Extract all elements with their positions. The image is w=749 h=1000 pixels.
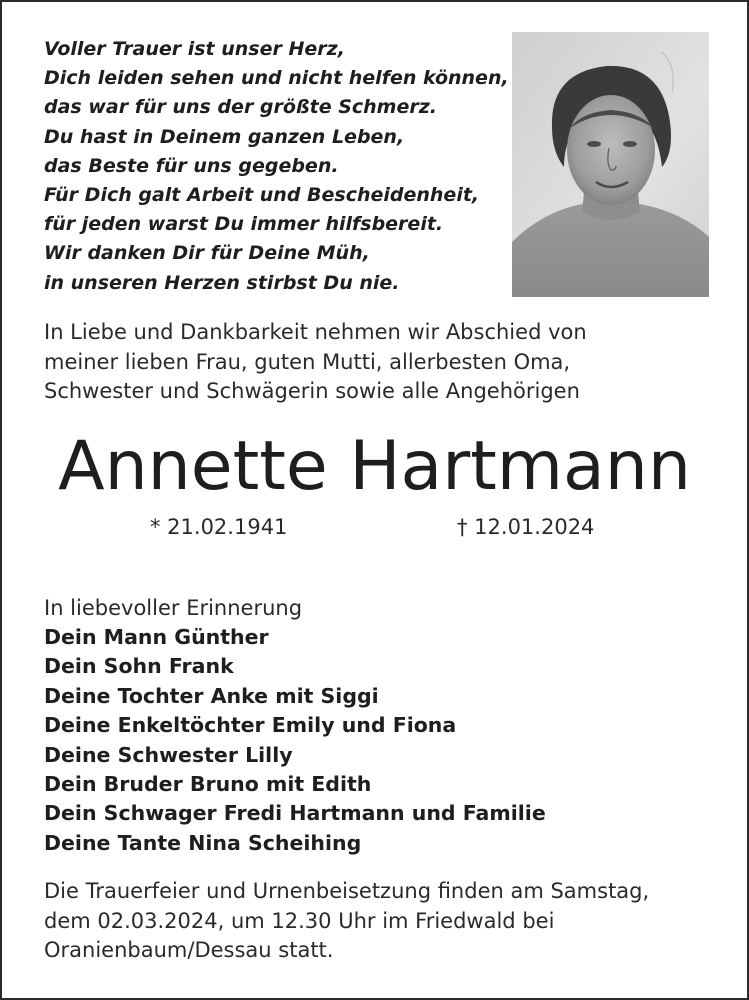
portrait-image [512,32,709,297]
intro-line: meiner lieben Frau, guten Mutti, allerbesten Oma, [44,349,571,374]
poem-line: Du hast in Deinem ganzen Leben, [44,125,405,148]
poem-line: das war für uns der größte Schmerz. [44,96,438,119]
poem-line: Dich leiden sehen und nicht helfen können, [44,67,509,90]
intro-text [44,318,724,407]
memory-label: In liebevoller Erinnerung [44,596,303,620]
birth-date: * 21.02.1941 [150,515,288,539]
death-date: † 12.01.2024 [457,515,595,539]
family-list [44,623,724,858]
poem-line: Für Dich galt Arbeit und Bescheidenheit, [44,184,480,207]
family-member: Dein Schwager Fredi Hartmann und Familie [44,801,546,826]
family-member: Deine Tochter Anke mit Siggi [44,683,379,708]
poem-line: Wir danken Dir für Deine Müh, [44,242,370,265]
poem-line: das Beste für uns gegeben. [44,154,339,177]
funeral-line: Die Trauerfeier und Urnenbeisetzung finden am Samstag, [44,879,650,903]
poem [44,35,509,298]
family-member: Deine Enkeltöchter Emily und Fiona [44,713,457,738]
family-member: Dein Sohn Frank [44,654,234,679]
family-member: Deine Tante Nina Scheihing [44,830,362,855]
family-member: Dein Mann Günther [44,625,269,649]
poem-line: in unseren Herzen stirbst Du nie. [44,271,400,294]
deceased-name: Annette Hartmann [58,427,691,506]
portrait-photo [512,32,709,297]
poem-line: Voller Trauer ist unser Herz, [44,38,345,60]
funeral-info [44,877,724,966]
funeral-line: dem 02.03.2024, um 12.30 Uhr im Friedwald bei [44,908,555,933]
family-member: Dein Bruder Bruno mit Edith [44,772,372,797]
intro-line: In Liebe und Dankbarkeit nehmen wir Abschied von [44,320,587,344]
intro-line: Schwester und Schwägerin sowie alle Angehörigen [44,379,580,403]
poem-line: für jeden warst Du immer hilfsbereit. [44,213,444,236]
family-member: Deine Schwester Lilly [44,742,293,767]
funeral-line: Oranienbaum/Dessau statt. [44,938,334,962]
